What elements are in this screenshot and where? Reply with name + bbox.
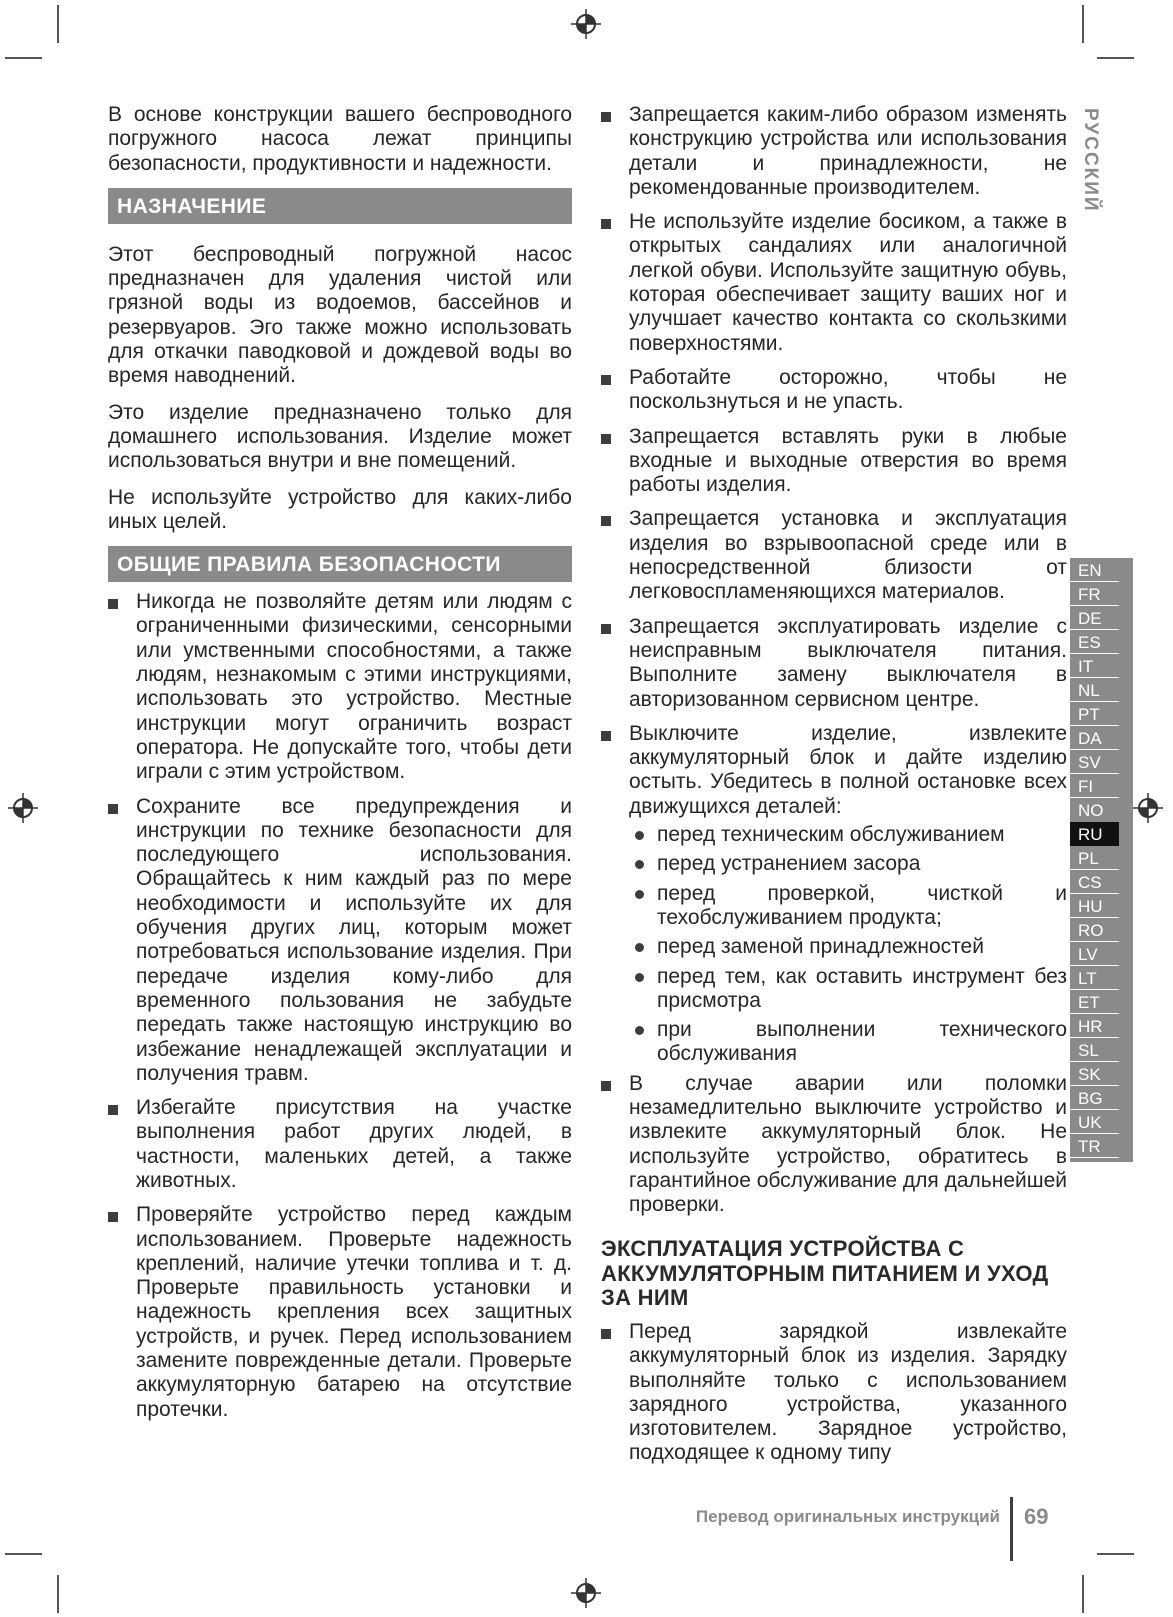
language-tab-fi[interactable]: FI [1070, 774, 1133, 798]
language-tab-no[interactable]: NO [1078, 801, 1104, 820]
language-tabs [1070, 558, 1133, 1162]
language-tab-et[interactable]: ET [1070, 990, 1133, 1014]
registration-mark-icon [571, 1578, 601, 1608]
language-tab-cs[interactable]: CS [1070, 870, 1133, 894]
language-tab-uk[interactable]: UK [1070, 1110, 1133, 1134]
safety-list-item: Не используйте изделие босиком, а также в открытых сандалиях или аналогичной легкой обуви. Используйте защитную обувь, которая обеспечивает защиту ваших ног и улучшает качество контакта со скользкими поверхностями. [601, 210, 1067, 356]
language-tab-lv[interactable]: LV [1070, 942, 1133, 966]
language-tab-tr[interactable]: TR [1070, 1134, 1133, 1158]
bullet-square-icon [601, 219, 611, 229]
safety-list-item: Работайте осторожно, чтобы не поскользнуться и не упасть. [601, 366, 1067, 415]
bullet-dot-icon [635, 1026, 644, 1035]
safety-list-item: Выключите изделие, извлеките аккумуляторный блок и дайте изделию остыть. Убедитесь в полной остановке всех движущихся деталей: [601, 722, 1067, 819]
bullet-dot-icon [635, 973, 644, 982]
bullet-square-icon [601, 1081, 611, 1091]
side-language-label: РУССКИЙ [1080, 108, 1101, 213]
switch-off-sublist [601, 823, 1067, 1067]
footer-divider [1010, 1497, 1013, 1561]
footer-text: Перевод оригинальных инструкций [695, 1507, 1000, 1526]
crop-mark [1082, 5, 1084, 43]
purpose-heading: НАЗНАЧЕНИЕ [108, 188, 572, 224]
language-tab-hu[interactable]: HU [1070, 894, 1133, 918]
language-tab-hr[interactable]: HR [1070, 1014, 1133, 1038]
sublist-item: при выполнении технического обслуживания [601, 1018, 1067, 1067]
safety-list-item: Никогда не позволяйте детям или людям с ограниченными физическими, сенсорными или умственными способностями, а также людям, незнакомым с этими инструкциями, использовать это устройство. Местные инструкции могут ограничить возраст оператора. Не допускайте того, чтобы дети играли с этим устройством. [108, 590, 572, 784]
page-number: 69 [1024, 1504, 1049, 1529]
crop-mark [1097, 1553, 1134, 1555]
purpose-paragraph: Этот беспроводный погружной насос предназначен для удаления чистой или грязной воды из водоемов, бассейнов и резервуаров. Эго также можно использовать для откачки паводковой и дождевой воды во время наводнений. [108, 242, 572, 388]
language-tab-de[interactable]: DE [1070, 606, 1133, 630]
sublist-item: перед проверкой, чисткой и техобслуживанием продукта; [601, 882, 1067, 931]
safety-list-item: Запрещается каким-либо образом изменять конструкцию устройства или использования детали и принадлежности, не рекомендованные производителем. [601, 103, 1067, 200]
bullet-square-icon [601, 375, 611, 385]
safety-list-item: Запрещается эксплуатировать изделие с неисправным выключателя питания. Выполните замену выключателя в авторизованном сервисном центре. [601, 615, 1067, 712]
bullet-square-icon [108, 599, 118, 609]
safety-list-continued [601, 103, 1067, 819]
battery-list-item: Перед зарядкой извлекайте аккумуляторный блок из изделия. Зарядку выполняйте только с использованием зарядного устройства, указанного изготовителем. Зарядное устройство, подходящее к одному типу [601, 1320, 1067, 1466]
language-tab-nl[interactable]: NL [1070, 678, 1133, 702]
sublist-item: перед заменой принадлежностей [601, 935, 1067, 959]
safety-list-item: Запрещается установка и эксплуатация изделия во взрывоопасной среде или в непосредственной близости от легковоспламеняющихся материалов. [601, 507, 1067, 604]
safety-list-item: В случае аварии или поломки незамедлительно выключите устройство и извлеките аккумуляторный блок. Не используйте устройство, обратитесь в гарантийное обслуживание для дальнейшей проверки. [601, 1072, 1067, 1218]
registration-mark-icon [571, 9, 601, 39]
registration-mark-icon [8, 793, 38, 823]
language-tab-es[interactable]: ES [1070, 630, 1133, 654]
sublist-item: перед тем, как оставить инструмент без присмотра [601, 965, 1067, 1014]
bullet-dot-icon [635, 890, 644, 899]
safety-heading: ОБЩИЕ ПРАВИЛА БЕЗОПАСНОСТИ [108, 546, 572, 582]
safety-list [108, 590, 572, 1422]
bullet-dot-icon [635, 831, 644, 840]
language-tab-pt[interactable]: PT [1070, 702, 1133, 726]
language-tab-da[interactable]: DA [1070, 726, 1133, 750]
crop-mark [1097, 57, 1134, 59]
bullet-dot-icon [635, 860, 644, 869]
language-tab-pl[interactable]: PL [1070, 846, 1133, 870]
language-tab-lt[interactable]: LT [1070, 966, 1133, 990]
crop-mark [57, 1575, 59, 1613]
safety-list-end [601, 1072, 1067, 1218]
language-tab-ro[interactable]: RO [1070, 918, 1133, 942]
battery-list [601, 1320, 1067, 1466]
bullet-square-icon [601, 434, 611, 444]
safety-list-item: Сохраните все предупреждения и инструкции по технике безопасности для последующего использования. Обращайтесь к ним каждый раз по мере необходимости и используйте их для обучения других лиц, которым может потребоваться использование изделия. При передаче изделия кому-либо для временного пользования не забудьте передать также настоящую инструкцию во избежание ненадлежащей эксплуатации и получения травм. [108, 795, 572, 1087]
bullet-square-icon [601, 112, 611, 122]
safety-list-item: Запрещается вставлять руки в любые входные и выходные отверстия во время работы изделия. [601, 425, 1067, 498]
bullet-square-icon [601, 731, 611, 741]
bullet-square-icon [601, 516, 611, 526]
bullet-square-icon [601, 1329, 611, 1339]
intro-paragraph: В основе конструкции вашего беспроводного погружного насоса лежат принципы безопасности, продуктивности и надежности. [108, 103, 572, 175]
right-column [601, 103, 1067, 1476]
crop-mark [5, 1553, 42, 1555]
crop-mark [1082, 1575, 1084, 1613]
purpose-paragraph: Это изделие предназначено только для домашнего использования. Изделие может использоваться внутри и вне помещений. [108, 400, 572, 473]
language-tab-sv[interactable]: SV [1070, 750, 1133, 774]
crop-mark [5, 57, 42, 59]
safety-list-item: Проверяйте устройство перед каждым использованием. Проверьте надежность креплений, наличие утечки топлива и т. д. Проверьте правильность установки и надежность крепления всех защитных устройств, и ручек. Перед использованием замените поврежденные детали. Проверьте аккумуляторную батарею на отсутствие протечки. [108, 1203, 572, 1422]
bullet-square-icon [108, 1105, 118, 1115]
language-tab-ru[interactable]: RU [1070, 822, 1119, 846]
safety-list-item: Избегайте присутствия на участке выполнения работ других людей, в частности, маленьких детей, а также животных. [108, 1096, 572, 1193]
language-tab-it[interactable]: IT [1070, 654, 1133, 678]
sublist-item: перед техническим обслуживанием [601, 823, 1067, 847]
purpose-paragraph: Не используйте устройство для каких-либо иных целей. [108, 485, 572, 533]
bullet-square-icon [108, 804, 118, 814]
left-column [108, 103, 572, 1432]
battery-section-heading: ЭКСПЛУАТАЦИЯ УСТРОЙСТВА С АККУМУЛЯТОРНЫМ ПИТАНИЕМ И УХОД ЗА НИМ [601, 1236, 1049, 1311]
sublist-item: перед устранением засора [601, 852, 1067, 876]
language-tab-sl[interactable]: SL [1070, 1038, 1133, 1062]
bullet-dot-icon [635, 943, 644, 952]
bullet-square-icon [601, 624, 611, 634]
language-tab-sk[interactable]: SK [1070, 1062, 1133, 1086]
language-tab-en[interactable]: EN [1070, 558, 1133, 582]
registration-mark-icon [1133, 793, 1163, 823]
language-tab-bg[interactable]: BG [1070, 1086, 1133, 1110]
crop-mark [57, 5, 59, 43]
bullet-square-icon [108, 1212, 118, 1222]
language-tab-fr[interactable]: FR [1070, 582, 1133, 606]
